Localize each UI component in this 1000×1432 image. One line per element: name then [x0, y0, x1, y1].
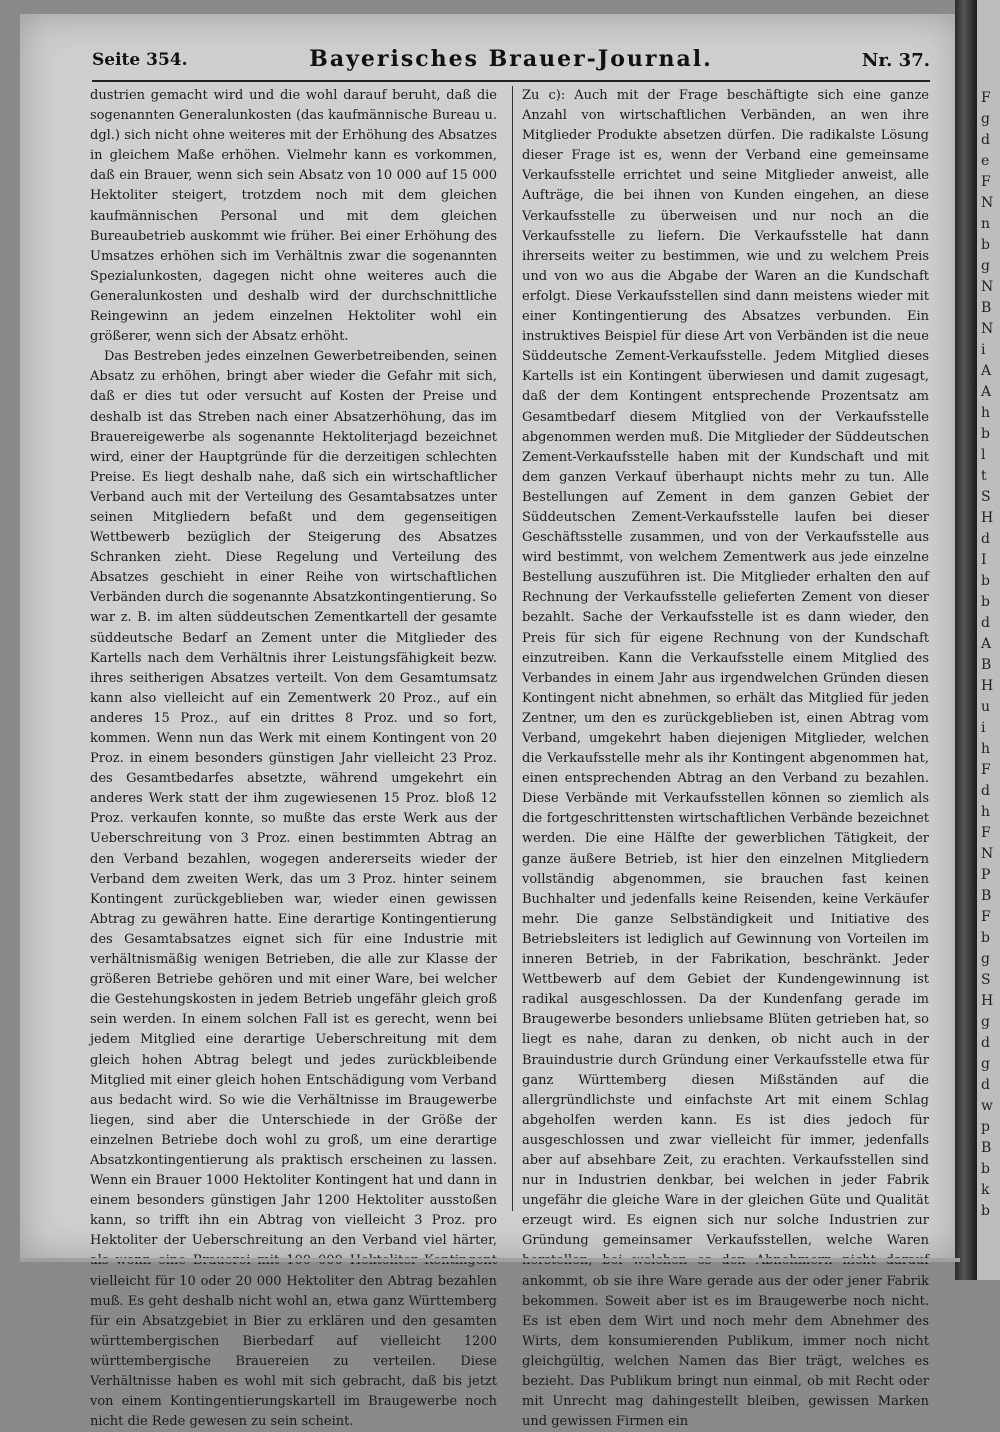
adjacent-page-fragment: n [981, 216, 991, 232]
adjacent-page-fragment: b [981, 573, 990, 589]
adjacent-page-fragment: H [981, 678, 994, 694]
adjacent-page-fragment: u [981, 699, 991, 715]
adjacent-page-fragment: i [981, 720, 986, 736]
adjacent-page-fragment: N [981, 195, 994, 211]
adjacent-page-fragment: A [981, 363, 992, 379]
adjacent-page-fragment: k [981, 1182, 990, 1198]
adjacent-page-fragment: B [981, 888, 992, 904]
issue-number: Nr. 37. [861, 50, 930, 71]
adjacent-page-fragment: g [981, 951, 990, 967]
adjacent-page-fragment: P [981, 867, 991, 883]
adjacent-page-fragment: F [981, 90, 991, 106]
adjacent-page-fragment: F [981, 825, 991, 841]
adjacent-page-fragment: F [981, 909, 991, 925]
article-paragraph: Zu c): Auch mit der Frage beschäftigte sich eine ganze Anzahl von wirtschaftlichen Verbänden, an wen ihre Mitglieder Produkte absetzen dürfen. Die radikalste Lösung dieser Frage ist es, wenn der Verband eine gemeinsame Verkaufsstelle errichtet und seine Mitglieder anweist, alle Aufträge, die bei ihnen von Kunden eingehen, an diese Verkaufsstelle zu überweisen und nur noch an die Verkaufsstelle zu liefern. Die Verkaufsstelle hat dann ihrerseits weiter zu bestimmen, wie und zu welchem Preis und von wo aus die Abgabe der Waren an die Kundschaft erfolgt. Diese Verkaufsstellen sind dann meistens wieder mit einer Kontingentierung des Absatzes verbunden. Ein instruktives Beispiel für diese Art von Verbänden ist die neue Süddeutsche Zement-Verkaufsstelle. Jedem Mitglied dieses Kartells ist ein Kontingent überwiesen und damit zugesagt, daß der dem Kontingent entsprechende Prozentsatz am Gesamtbedarf diesem Mitglied von der Verkaufsstelle abgenommen werden muß. Die Mitglieder der Süddeutschen Zement-Verkaufsstelle haben mit der Kundschaft und mit dem ganzen Verkauf überhaupt nichts mehr zu tun. Alle Bestellungen auf Zement in dem ganzen Gebiet der Süddeutschen Zement-Verkaufsstelle laufen bei dieser Geschäftsstelle zusammen, und von der Verkaufsstelle aus wird bestimmt, von welchem Zementwerk aus jede einzelne Bestellung auszuführen ist. Die Mitglieder erhalten den auf Rechnung der Verkaufsstelle gelieferten Zement von dieser bezahlt. Sache der Verkaufsstelle ist es dann wieder, den Preis für sich für eigene Rechnung von der Kundschaft einzutreiben. Kann die Verkaufsstelle einem Mitglied des Verbandes in einem Jahr aus irgendwelchen Gründen diesen Kontingent nicht abnehmen, so erhält das Mitglied für jeden Zentner, um den es zurückgeblieben ist, einen Abtrag vom Verband, umgekehrt haben diejenigen Mitglieder, welchen die Verkaufsstelle mehr als ihr Kontingent abgenommen hat, einen entsprechenden Abtrag an den Verband zu bezahlen. Diese Verbände mit Verkaufsstellen können so ziemlich als die fortgeschrittensten wirtschaftlichen Verbände bezeichnet werden. Die eine Hälfte der gewerblichen Tätigkeit, der ganze äußere Betrieb, ist hier den einzelnen Mitgliedern vollständig abgenommen, sie brauchen fast keinen Buchhalter und jedenfalls keine Reisenden, keine Verkäufer mehr. Die ganze Selbständigkeit und Initiative des Betriebsleiters ist lediglich auf Gewinnung von Vorteilen im inneren Betrieb, in der Fabrikation, beschränkt. Jeder Wettbewerb auf dem Gebiet der Kundengewinnung ist radikal ausgeschlossen. Da der Kundenfang gerade im Braugewerbe besonders unliebsame Blüten getrieben hat, so liegt es nahe, daran zu denken, ob nicht auch in der Brauindustrie durch Gründung einer Verkaufsstelle etwa für ganz Württemberg diesen Mißständen auf die allergründlichste und einfachste Art mit einem Schlag abgeholfen werden kann. Es ist dies jedoch für ausgeschlossen und zwar vielleicht für immer, jedenfalls aber auf absehbare Zeit, zu erachten. Verkaufsstellen sind nur in Industrien denkbar, bei welchen in jeder Fabrik ungefähr die gleiche Ware in der gleichen Güte und Qualität erzeugt wird. Es eignen sich nur solche Industrien zur Gründung gemeinsamer Verkaufsstellen, welche Waren ankommt, ob sie ihre Ware gerade aus der oder jener Fabrik bekommen. Soweit aber ist es im Braugewerbe noch nicht. Es ist eben dem Wirt und noch mehr dem Abnehmer des Wirts, dem konsumierenden Publikum, immer noch nicht gleichgültig, welchen Namen das Bier trägt, welches es bezieht. Das Publikum bringt nun einmal, ob mit Recht oder mit Unrecht mag dahingestellt bleiben, gewissen Marken und gewissen Firmen ein [522, 88, 929, 1430]
adjacent-page-fragment: d [981, 783, 990, 799]
adjacent-page-fragment: F [981, 762, 991, 778]
adjacent-page-fragment: b [981, 1203, 990, 1219]
adjacent-page-fragment: d [981, 1035, 990, 1051]
journal-title: Bayerisches Brauer-Journal. [309, 46, 713, 72]
adjacent-page-fragment: H [981, 510, 994, 526]
adjacent-page-fragment: h [981, 741, 991, 757]
adjacent-page-edge [977, 0, 1000, 1280]
adjacent-page-fragment: d [981, 531, 990, 547]
adjacent-page-fragment: B [981, 300, 992, 316]
adjacent-page-fragment: d [981, 132, 990, 148]
adjacent-page-fragment: S [981, 489, 991, 505]
adjacent-page-fragment: t [981, 468, 987, 484]
adjacent-page-fragment: H [981, 993, 994, 1009]
adjacent-page-fragment: d [981, 615, 990, 631]
adjacent-page-fragment: b [981, 237, 990, 253]
adjacent-page-fragment: N [981, 279, 994, 295]
adjacent-page-fragment: A [981, 384, 992, 400]
adjacent-page-fragment: F [981, 174, 991, 190]
adjacent-page-fragment: S [981, 972, 991, 988]
adjacent-page-fragment: b [981, 426, 990, 442]
adjacent-page-fragment: b [981, 1161, 990, 1177]
column-divider [512, 86, 513, 1211]
left-text-column [90, 86, 497, 1430]
adjacent-page-fragment: p [981, 1119, 990, 1135]
adjacent-page-fragment: e [981, 153, 990, 169]
adjacent-page-fragment: d [981, 1077, 990, 1093]
article-paragraph: Das Bestreben jedes einzelnen Gewerbetreibenden, seinen Absatz zu erhöhen, bringt aber wieder die Gefahr mit sich, daß er dies tut oder versucht auf Kosten der Preise und deshalb ist das Streben nach einer Absatzerhöhung, das im Brauereigewerbe als sogenannte Hektoliterjagd bezeichnet wird, einer der Hauptgründe für die derzeitigen schlechten Preise. Es liegt deshalb nahe, daß sich ein wirtschaftlicher Verband auch mit der Verteilung des Gesamtabsatzes unter seinen Mitgliedern befaßt und dem gegenseitigen Wettbewerb bezüglich der Steigerung des Absatzes Schranken zieht. Diese Regelung und Verteilung des Absatzes geschieht in einer Reihe von wirtschaftlichen Verbänden durch die sogenannte Absatzkontingentierung. So war z. B. im alten süddeutschen Zementkartell der gesamte süddeutsche Bedarf an Zement unter die Mitglieder des Kartells nach dem Verhältnis ihrer Leistungsfähigkeit bezw. ihres seitherigen Absatzes verteilt. Von dem Gesamtumsatz kann also vielleicht auf ein Zementwerk 20 Proz., auf ein anderes 15 Proz., auf ein drittes 8 Proz. und so fort, kommen. Wenn nun das Werk mit einem Kontingent von 20 Proz. in einem besonders günstigen Jahr vielleicht 23 Proz. des Gesamtbedarfes absetzte, während umgekehrt ein anderes Werk statt der ihm zugewiesenen 15 Proz. bloß 12 Proz. verkaufen konnte, so mußte das erste Werk aus der Ueberschreitung von 3 Proz. einen bestimmten Abtrag an den Verband bezahlen, wogegen andererseits wieder der Verband dem zweiten Werk, das um 3 Proz. hinter seinem Kontingent zurückgeblieben war, wieder einen gewissen Abtrag zu gewähren hatte. Eine derartige Kontingentierung des Gesamtabsatzes eignet sich für eine Industrie mit verhältnismäßig wenigen Betrieben, die alle zur Klasse der größeren Betriebe gehören und mit einer Ware, bei welcher die Gestehungskosten in jedem Betrieb ungefähr gleich groß sein werden. In einem solchen Fall ist es gerecht, wenn bei jedem Mitglied eine derartige Ueberschreitung mit dem gleich hohen Abtrag belegt und jedes zurückbleibende Mitglied mit einer gleich hohen Entschädigung vom Verband aus bedacht wird. So wie die Verhältnisse im Braugewerbe liegen, sind aber die Unterschiede in der Größe der einzelnen Betriebe doch wohl zu groß, um eine derartige Absatzkontingentierung als praktisch erscheinen zu lassen. Wenn ein Brauer 1000 Hektoliter Kontingent hat und dann in einem besonders günstigen Jahr 1200 Hektoliter ausstoßen kann, so trifft ihn ein Abtrag von vielleicht 3 Proz. pro Hektoliter der Ueberschreitung an den Verband viel härter, vielleicht für 10 oder 20 000 Hektoliter den Abtrag bezahlen muß. Es geht deshalb nicht wohl an, etwa ganz Württemberg für ein Absatzgebiet in Bier zu erklären und den gesamten württembergischen Bierbedarf auf vielleicht 1200 württembergische Brauereien zu verteilen. Diese Verhältnisse haben es wohl mit sich gebracht, daß bis jetzt von einem Kontingentierungskartell im Braugewerbe noch nicht die Rede gewesen zu sein scheint. [90, 349, 497, 1430]
right-text-column [522, 86, 929, 1430]
adjacent-page-fragment: N [981, 846, 994, 862]
adjacent-page-fragment: b [981, 930, 990, 946]
adjacent-page-fragment: i [981, 342, 986, 358]
adjacent-page-fragment: g [981, 111, 990, 127]
adjacent-page-fragment: I [981, 552, 987, 568]
page-bottom-edge [20, 1258, 960, 1262]
adjacent-page-fragment: w [981, 1098, 993, 1114]
article-paragraph: dustrien gemacht wird und die wohl darauf beruht, daß die sogenannten Generalunkosten (das kaufmännische Bureau u. dgl.) sich nicht ohne weiteres mit der Erhöhung des Absatzes in gleichem Maße erhöhen. Vielmehr kann es vorkommen, daß ein Brauer, wenn sich sein Absatz von 10 000 auf 15 000 Hektoliter steigert, trotzdem noch mit dem gleichen kaufmännischen Personal und mit dem gleichen Bureaubetrieb auskommt wie früher. Bei einer Erhöhung des Umsatzes erhöhen sich im Verhältnis zwar die sogenannten Spezialunkosten, dagegen nicht ohne weiteres auch die Generalunkosten und deshalb wird der durchschnittliche Reingewinn an jedem einzelnen Hektoliter wohl ein größerer, wenn sich der Absatz erhöht. [90, 88, 497, 345]
page-header [92, 46, 930, 82]
adjacent-page-fragment: B [981, 1140, 992, 1156]
adjacent-page-fragment: B [981, 657, 992, 673]
adjacent-page-fragment: g [981, 258, 990, 274]
page-number-label: Seite 354. [92, 50, 188, 70]
adjacent-page-fragment: N [981, 321, 994, 337]
adjacent-page-fragment: b [981, 594, 990, 610]
adjacent-page-fragment: g [981, 1056, 990, 1072]
adjacent-page-fragment: h [981, 804, 991, 820]
adjacent-page-fragment: l [981, 447, 986, 463]
adjacent-page-fragment: A [981, 636, 992, 652]
book-spine [955, 0, 977, 1280]
adjacent-page-fragment: h [981, 405, 991, 421]
adjacent-page-fragment: g [981, 1014, 990, 1030]
